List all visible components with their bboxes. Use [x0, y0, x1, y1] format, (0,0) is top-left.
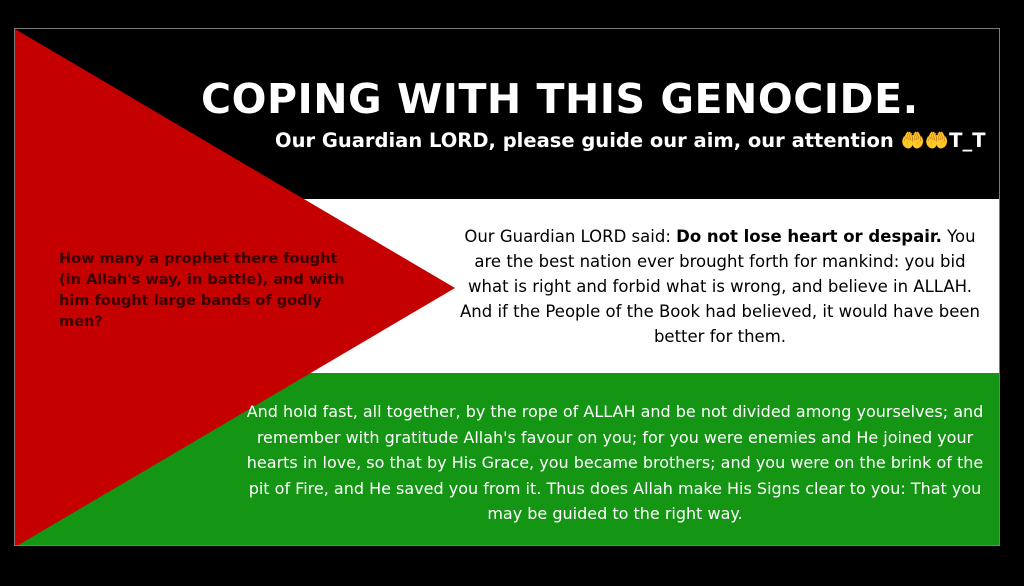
white-band-body: You are the best nation ever brought forth for mankind: you bid what is right and forbid what is wrong, and believe in ALLAH. And if the People of the Book had believed, it would have been better for them. [460, 227, 980, 346]
poster-subtitle [275, 129, 1000, 152]
white-band-prefix: Our Guardian LORD said: [464, 227, 677, 246]
green-band-quote: And hold fast, all together, by the rope of ALLAH and be not divided among yourselves; and remember with gratitude Allah's favour on you; for you were enemies and He joined your hearts in love, so that by His Grace, you became brothers; and you were on the brink of the pit of Fire, and He saved you from it. Thus does Allah make His Signs clear to you: That you may be guided to the right way. [246, 402, 984, 523]
subtitle-suffix: T_T [949, 129, 986, 152]
white-band-emphasis: Do not lose heart or despair. [676, 227, 942, 246]
triangle-quote: How many a prophet there fought (in Allah's way, in battle), and with him fought large bands of godly men? [59, 251, 345, 330]
poster-title: COPING WITH THIS GENOCIDE. [201, 75, 919, 123]
white-band-quote [455, 224, 985, 349]
praying-hands-icon: 🤲🤲 [900, 129, 950, 152]
palestine-flag-poster [14, 28, 1000, 546]
subtitle-text: Our Guardian LORD, please guide our aim, our attention [275, 129, 894, 152]
